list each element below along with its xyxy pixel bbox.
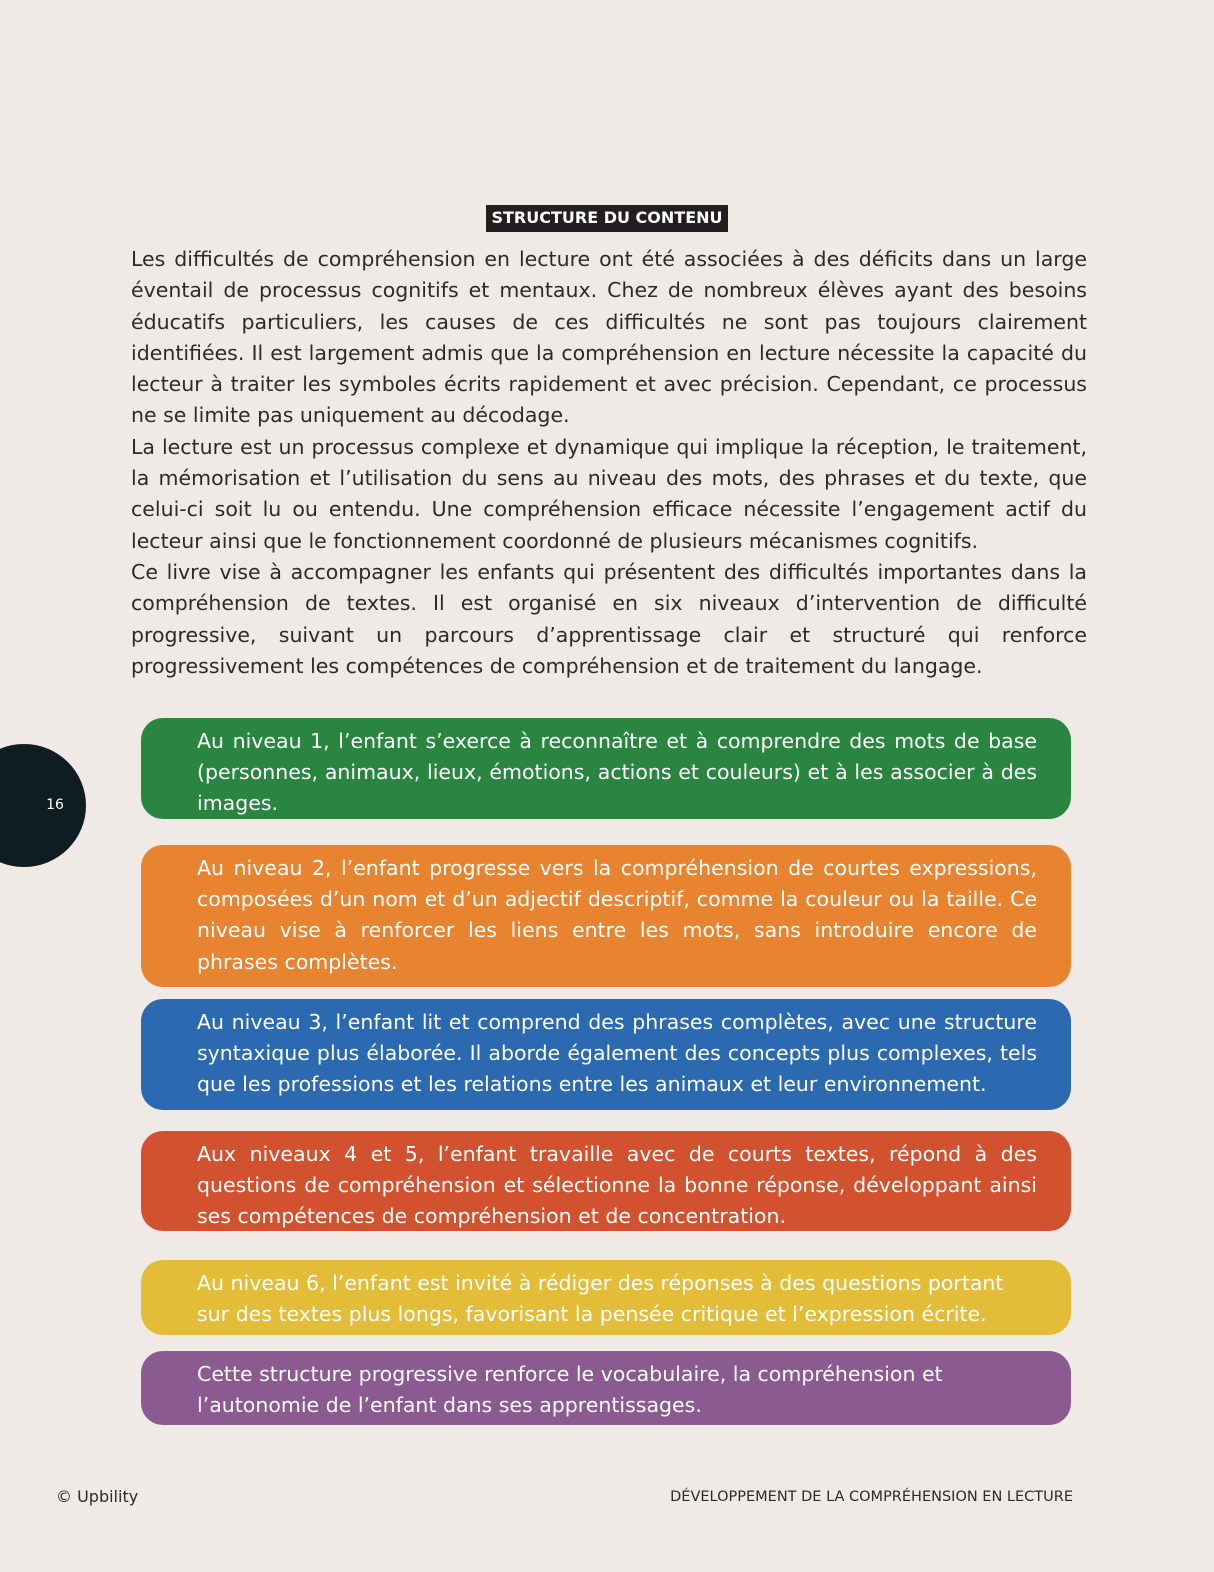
level-4-5-box (141, 1131, 1071, 1231)
level-1-box (141, 718, 1071, 819)
paragraph-2: La lecture est un processus complexe et dynamique qui implique la réception, le traitement, la mémorisation et l’utilisation du sens au niveau des mots, des phrases et du texte, que celui-ci soit lu ou entendu. Une compréhension efficace nécessite l’engagement actif du lecteur ainsi que le fonctionnement coordonné de plusieurs mécanismes cognitifs. (131, 434, 1087, 553)
footer-book-title: DÉVELOPPEMENT DE LA COMPRÉHENSION EN LECTURE (670, 1489, 1073, 1505)
heading-wrapper (0, 205, 1214, 232)
level-4-5-text: Aux niveaux 4 et 5, l’enfant travaille avec de courts textes, répond à des questions de compréhension et sélectionne la bonne réponse, développant ainsi ses compétences de compréhension et de concentration. (197, 1142, 1037, 1229)
level-2-box (141, 845, 1071, 987)
summary-box (141, 1351, 1071, 1425)
level-2-text: Au niveau 2, l’enfant progresse vers la compréhension de courtes expressions, composées d’un nom et d’un adjectif descriptif, comme la couleur ou la taille. Ce niveau vise à renforcer les liens entre les mots, sans introduire encore de phrases complètes. (197, 856, 1037, 974)
paragraph-1: Les difficultés de compréhension en lecture ont été associées à des déficits dans un large éventail de processus cognitifs et mentaux. Chez de nombreux élèves ayant des besoins éducatifs particuliers, les causes de ces difficultés ne sont pas toujours clairement identifiées. Il est largement admis que la compréhension en lecture nécessite la capacité du lecteur à traiter les symboles écrits rapidement et avec précision. Cependant, ce processus ne se limite pas uniquement au décodage. (131, 247, 1087, 428)
level-1-text: Au niveau 1, l’enfant s’exerce à reconnaître et à comprendre des mots de base (personnes, animaux, lieux, émotions, actions et couleurs) et à les associer à des images. (197, 729, 1037, 816)
level-3-text: Au niveau 3, l’enfant lit et comprend des phrases complètes, avec une structure syntaxique plus élaborée. Il aborde également des concepts plus complexes, tels que les professions et les relations entre les animaux et leur environnement. (197, 1010, 1037, 1097)
level-6-text: Au niveau 6, l’enfant est invité à rédiger des réponses à des questions portant sur des textes plus longs, favorisant la pensée critique et l’expression écrite. (197, 1271, 1004, 1327)
intro-text (131, 244, 1087, 682)
level-3-box (141, 999, 1071, 1110)
level-6-box (141, 1260, 1071, 1335)
section-heading: STRUCTURE DU CONTENU (486, 205, 727, 232)
footer-copyright: © Upbility (56, 1487, 139, 1506)
page-number: 16 (46, 797, 64, 813)
summary-text: Cette structure progressive renforce le vocabulaire, la compréhension et l’autonomie de l’enfant dans ses apprentissages. (197, 1362, 943, 1418)
paragraph-3: Ce livre vise à accompagner les enfants qui présentent des difficultés importantes dans la compréhension de textes. Il est organisé en six niveaux d’intervention de difficulté progressive, suivant un parcours d’apprentissage clair et structuré qui renforce progressivement les compétences de compréhension et de traitement du langage. (131, 559, 1087, 678)
